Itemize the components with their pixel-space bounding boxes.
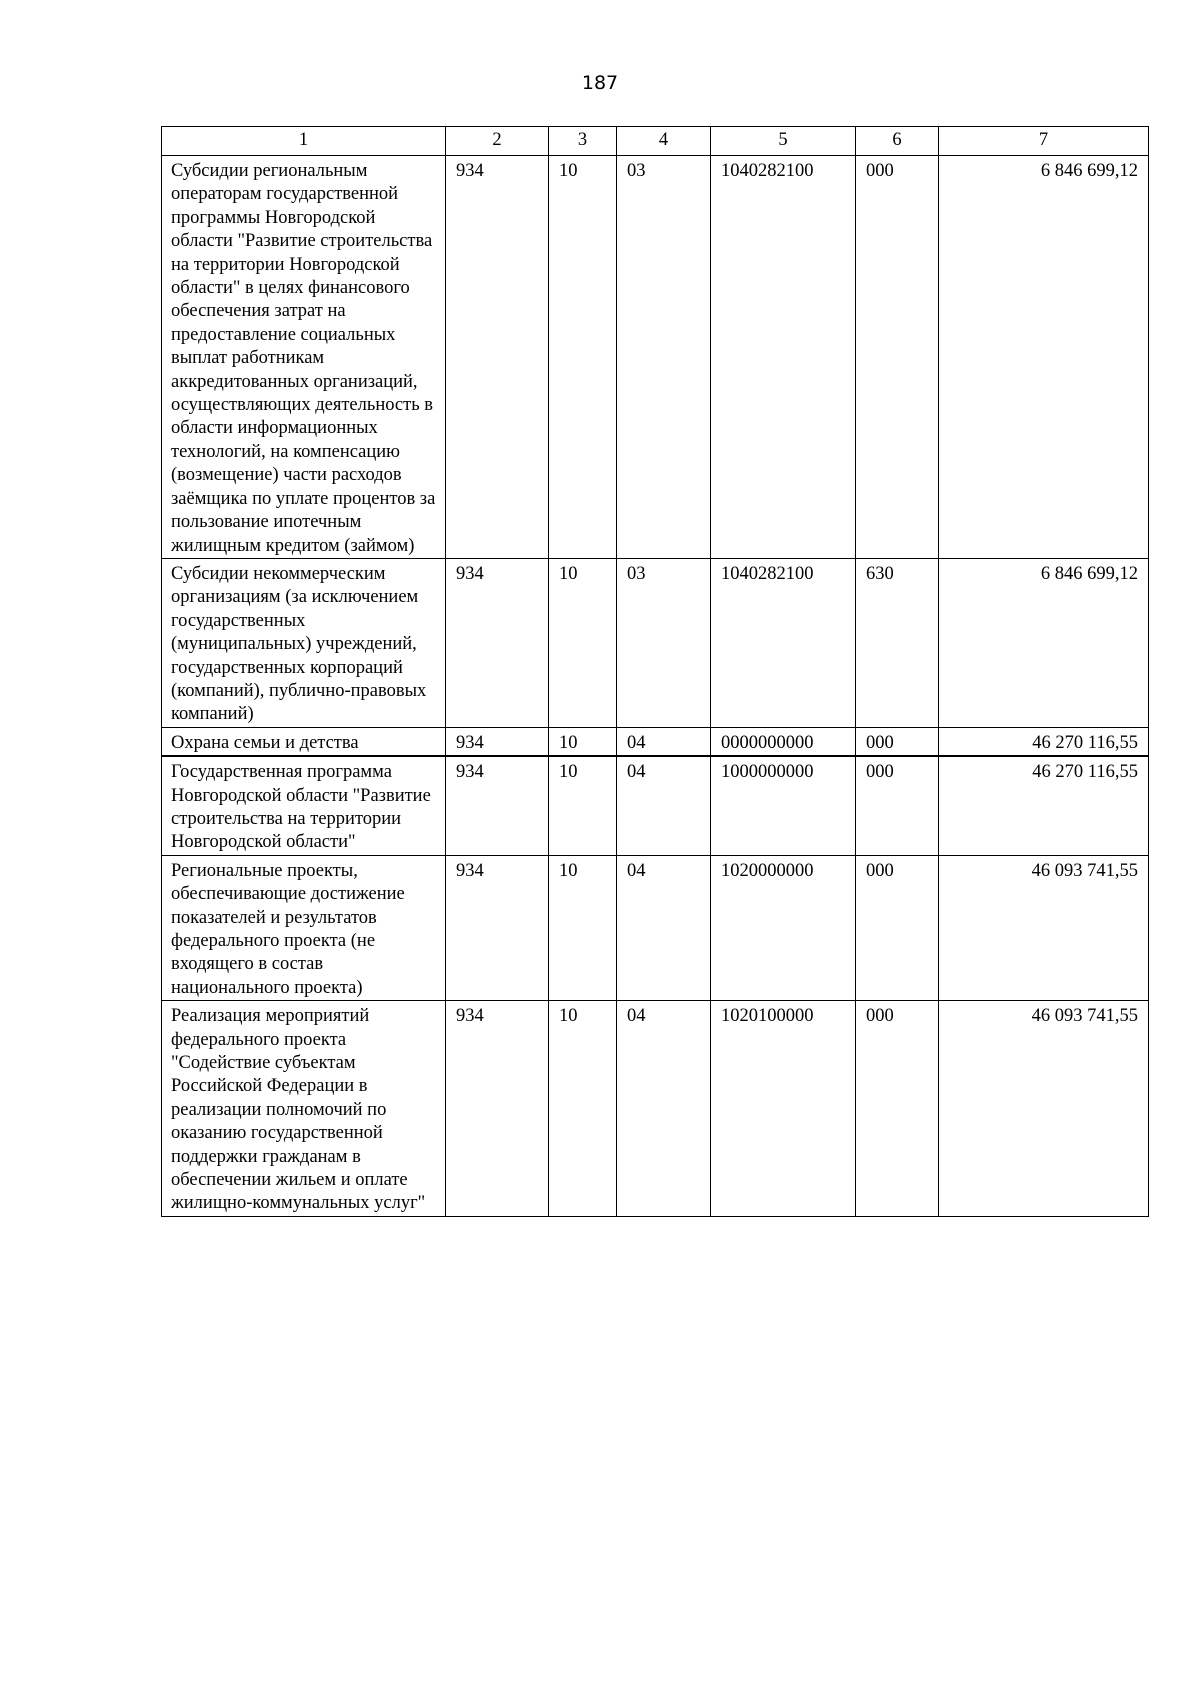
row-sum-cell: 46 270 116,55 [939, 756, 1149, 855]
row-grbs-cell: 934 [446, 558, 549, 727]
column-header-4: 4 [617, 127, 711, 156]
row-subsection-cell: 04 [617, 756, 711, 855]
row-sum-cell: 6 846 699,12 [939, 558, 1149, 727]
column-header-3: 3 [549, 127, 617, 156]
column-header-1: 1 [162, 127, 446, 156]
row-section-cell: 10 [549, 558, 617, 727]
table-row [162, 756, 1149, 855]
row-grbs-cell: 934 [446, 1001, 549, 1217]
row-name-cell: Субсидии некоммерческим организациям (за исключением государственных (муниципальных) учреждений, государственных корпораций (компаний), публично-правовых компаний) [162, 558, 446, 727]
row-expense-type-cell: 000 [856, 727, 939, 756]
column-header-2: 2 [446, 127, 549, 156]
row-grbs-cell: 934 [446, 756, 549, 855]
row-target-article-cell: 1020100000 [711, 1001, 856, 1217]
column-header-7: 7 [939, 127, 1149, 156]
table-row [162, 1001, 1149, 1217]
row-grbs-cell: 934 [446, 156, 549, 559]
row-subsection-cell: 04 [617, 855, 711, 1000]
header-row [162, 127, 1149, 156]
row-target-article-cell: 1020000000 [711, 855, 856, 1000]
row-section-cell: 10 [549, 727, 617, 756]
row-grbs-cell: 934 [446, 727, 549, 756]
row-name-cell: Государственная программа Новгородской области "Развитие строительства на территории Новгородской области" [162, 756, 446, 855]
row-subsection-cell: 04 [617, 727, 711, 756]
row-target-article-cell: 1040282100 [711, 156, 856, 559]
row-subsection-cell: 03 [617, 156, 711, 559]
row-sum-cell: 6 846 699,12 [939, 156, 1149, 559]
row-sum-cell: 46 093 741,55 [939, 1001, 1149, 1217]
row-target-article-cell: 0000000000 [711, 727, 856, 756]
row-section-cell: 10 [549, 855, 617, 1000]
row-expense-type-cell: 000 [856, 855, 939, 1000]
column-header-6: 6 [856, 127, 939, 156]
table-row [162, 558, 1149, 727]
table-row [162, 156, 1149, 559]
row-grbs-cell: 934 [446, 855, 549, 1000]
row-subsection-cell: 03 [617, 558, 711, 727]
row-name-cell: Субсидии региональным операторам государственной программы Новгородской области "Развитие строительства на территории Новгородской области" в целях финансового обеспечения затрат на предоставление социальных выплат работникам аккредитованных организаций, осуществляющих деятельность в области информационных технологий, на компенсацию (возмещение) части расходов заёмщика по уплате процентов за пользование ипотечным жилищным кредитом (займом) [162, 156, 446, 559]
row-target-article-cell: 1040282100 [711, 558, 856, 727]
row-sum-cell: 46 270 116,55 [939, 727, 1149, 756]
row-expense-type-cell: 000 [856, 756, 939, 855]
row-section-cell: 10 [549, 1001, 617, 1217]
column-header-5: 5 [711, 127, 856, 156]
row-name-cell: Региональные проекты, обеспечивающие достижение показателей и результатов федерального проекта (не входящего в состав национального проекта) [162, 855, 446, 1000]
row-section-cell: 10 [549, 756, 617, 855]
row-expense-type-cell: 000 [856, 1001, 939, 1217]
row-expense-type-cell: 630 [856, 558, 939, 727]
row-name-cell: Реализация мероприятий федерального проекта "Содействие субъектам Российской Федерации в реализации полномочий по оказанию государственной поддержки гражданам в обеспечении жильем и оплате жилищно-коммунальных услуг" [162, 1001, 446, 1217]
row-section-cell: 10 [549, 156, 617, 559]
page-number: 187 [581, 72, 619, 94]
row-sum-cell: 46 093 741,55 [939, 855, 1149, 1000]
row-name-cell: Охрана семьи и детства [162, 727, 446, 756]
budget-table [161, 126, 1149, 1217]
row-subsection-cell: 04 [617, 1001, 711, 1217]
row-target-article-cell: 1000000000 [711, 756, 856, 855]
table-row [162, 727, 1149, 756]
row-expense-type-cell: 000 [856, 156, 939, 559]
table-row [162, 855, 1149, 1000]
